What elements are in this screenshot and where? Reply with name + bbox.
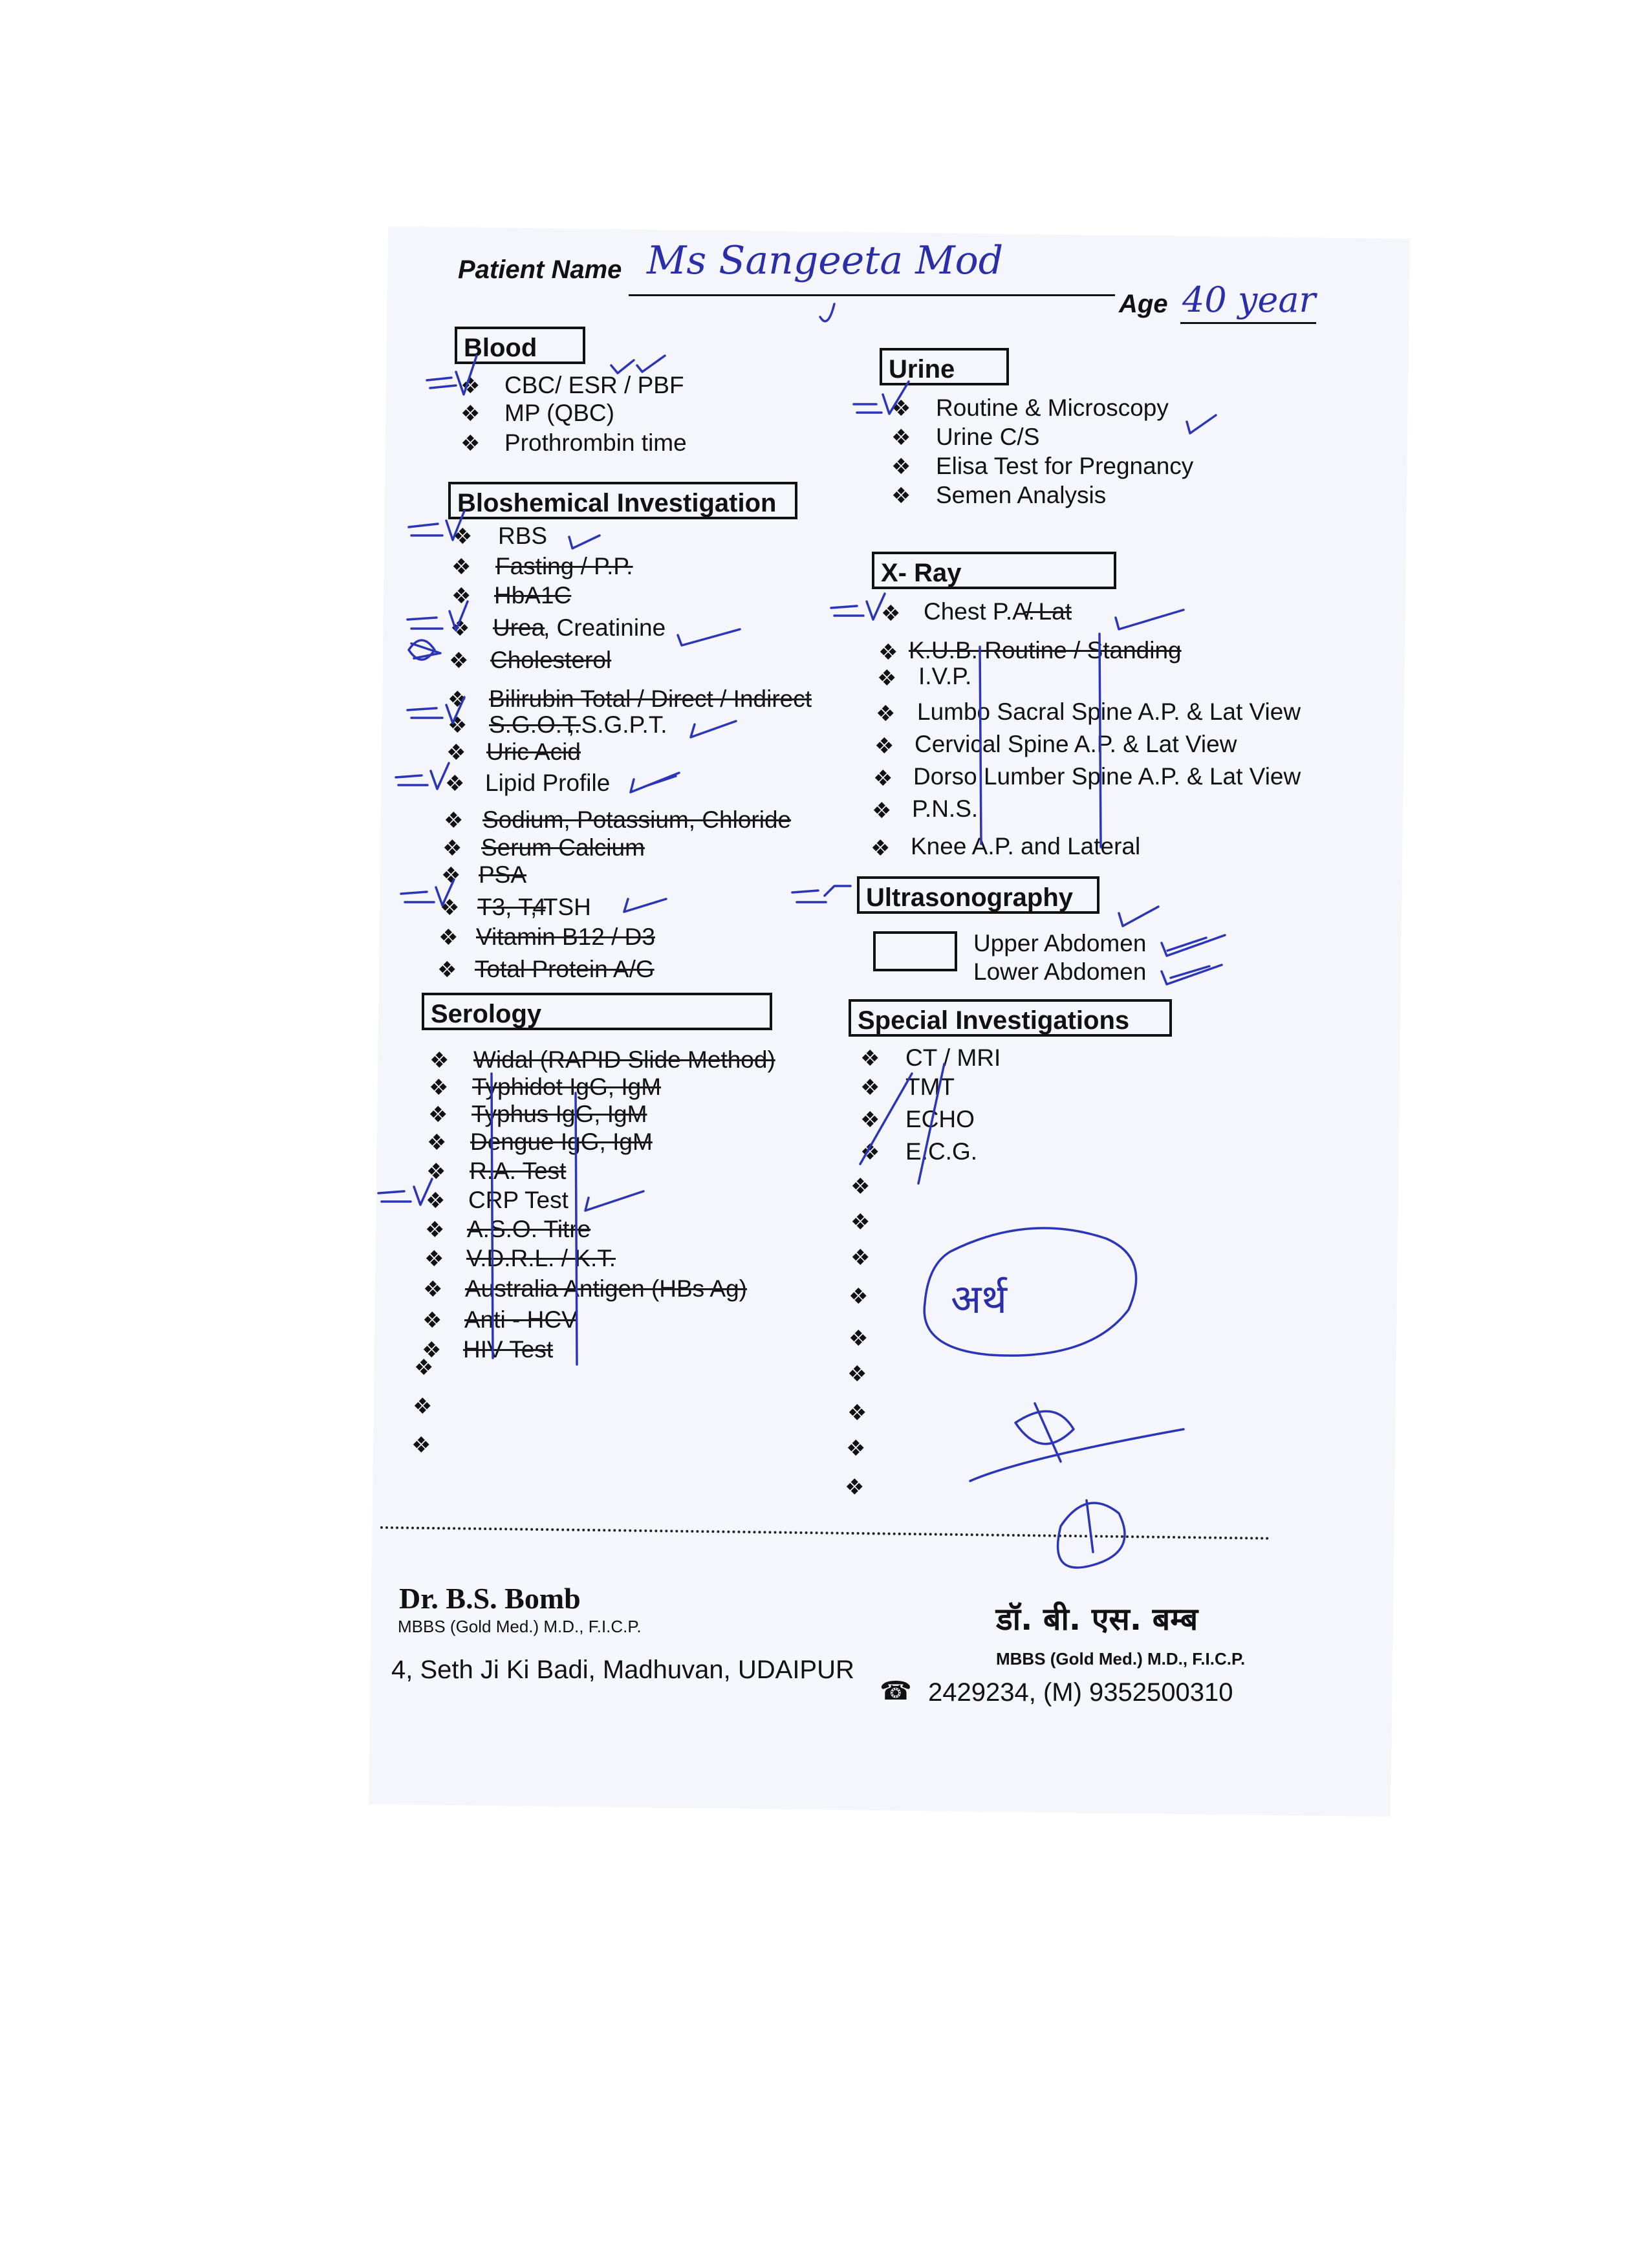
bullet-icon: ❖: [850, 1174, 871, 1199]
bullet-icon: ❖: [437, 958, 457, 982]
telephone-icon: ☎: [880, 1677, 912, 1705]
xray-item: Cervical Spine A.P. & Lat View: [915, 731, 1237, 757]
bullet-icon: ❖: [426, 1189, 446, 1213]
phone-numbers: 2429234, (M) 9352500310: [928, 1678, 1233, 1707]
bullet-icon: ❖: [442, 836, 462, 861]
doctor-degree-side: MBBS (Gold Med.) M.D., F.I.C.P.: [996, 1649, 1246, 1669]
serology-item: Anti - HCV: [464, 1306, 578, 1333]
bullet-icon: ❖: [860, 1046, 880, 1071]
age-value: 40 year: [1182, 279, 1316, 320]
bullet-icon: ❖: [424, 1247, 444, 1271]
bullet-icon: ❖: [849, 1284, 869, 1309]
age-line: [1180, 322, 1316, 324]
serology-item: Typhidot IgG, IgM: [472, 1074, 662, 1100]
serology-item: Typhus IgG, IgM: [471, 1101, 647, 1127]
bullet-icon: ❖: [422, 1338, 442, 1363]
urine-item: Semen Analysis: [936, 482, 1107, 508]
bullet-icon: ❖: [414, 1355, 434, 1380]
section-header-urine: Urine: [880, 348, 1009, 385]
special-item: ECHO: [905, 1106, 975, 1132]
biochemical-item: , TSH: [530, 894, 591, 920]
bullet-icon: ❖: [441, 863, 461, 888]
bullet-icon: ❖: [860, 1140, 880, 1165]
xray-item: K.U.B. Routine / Standing: [909, 637, 1182, 664]
patient-name-value: Ms Sangeeta Mod: [647, 238, 1004, 283]
bullet-icon: ❖: [453, 524, 473, 549]
bullet-icon: ❖: [448, 713, 468, 738]
serology-item: A.S.O. Titre: [467, 1216, 591, 1242]
xray-item: Knee A.P. and Lateral: [911, 833, 1141, 859]
bullet-icon: ❖: [849, 1326, 869, 1351]
age-label: Age: [1119, 290, 1168, 318]
blood-item: Prothrombin time: [504, 429, 687, 456]
special-item: CT / MRI: [905, 1044, 1001, 1071]
clinic-address: 4, Seth Ji Ki Badi, Madhuvan, UDAIPUR: [391, 1656, 854, 1684]
biochemical-item: T3, T4: [477, 894, 547, 920]
biochemical-item: , S.G.P.T.: [568, 711, 667, 738]
section-header-biochemical: Bloshemical Investigation: [448, 482, 797, 519]
serology-item: R.A. Test: [470, 1158, 567, 1184]
bullet-icon: ❖: [874, 734, 894, 759]
special-item: E.C.G.: [905, 1138, 978, 1165]
xray-item: I.V.P.: [918, 663, 972, 689]
bullet-icon: ❖: [872, 799, 892, 823]
bullet-icon: ❖: [891, 426, 911, 450]
biochemical-item: Serum Calcium: [481, 834, 645, 861]
xray-item: Chest P.A.: [924, 598, 1035, 625]
bullet-icon: ❖: [449, 649, 469, 673]
bullet-icon: ❖: [451, 584, 471, 609]
xray-item: / Lat: [1025, 598, 1072, 625]
bullet-icon: ❖: [423, 1277, 443, 1302]
bullet-icon: ❖: [422, 1308, 442, 1333]
bullet-icon: ❖: [847, 1362, 867, 1387]
xray-item: P.N.S.: [912, 795, 979, 822]
section-header-serology: Serology: [422, 993, 772, 1030]
patient-name-line: [629, 294, 1115, 296]
bullet-icon: ❖: [411, 1433, 431, 1458]
biochemical-item: S.G.O.T.: [489, 711, 581, 738]
bullet-icon: ❖: [446, 740, 466, 765]
xray-item: Lumbo Sacral Spine A.P. & Lat View: [917, 698, 1301, 725]
ultrasound-item-lower-abdomen: Lower Abdomen: [973, 958, 1147, 985]
bullet-icon: ❖: [439, 925, 459, 950]
bullet-icon: ❖: [860, 1108, 880, 1132]
biochemical-item: Urea: [493, 614, 545, 641]
bullet-icon: ❖: [891, 396, 911, 421]
handwritten-note: अर्थ: [951, 1275, 1007, 1323]
bullet-icon: ❖: [448, 687, 468, 712]
bullet-icon: ❖: [460, 431, 481, 456]
bullet-icon: ❖: [845, 1475, 865, 1500]
biochemical-item: Lipid Profile: [485, 770, 611, 796]
special-item: TMT: [905, 1074, 955, 1100]
bullet-icon: ❖: [877, 666, 897, 691]
bullet-icon: ❖: [460, 374, 481, 398]
section-header-special: Special Investigations: [849, 999, 1172, 1037]
section-header-ultrasonography: Ultrasonography: [857, 876, 1099, 914]
serology-item: HIV Test: [463, 1336, 554, 1363]
serology-item: Widal (RAPID Slide Method): [473, 1046, 775, 1073]
biochemical-item: RBS: [498, 523, 548, 549]
urine-item: Routine & Microscopy: [936, 394, 1169, 421]
bullet-icon: ❖: [878, 640, 898, 665]
bullet-icon: ❖: [847, 1401, 867, 1425]
bullet-icon: ❖: [429, 1075, 449, 1100]
biochemical-item: Total Protein A/G: [475, 956, 655, 982]
doctor-name-english: Dr. B.S. Bomb: [399, 1582, 581, 1615]
biochemical-item: Uric Acid: [486, 739, 581, 765]
biochemical-item: HbA1C: [494, 582, 572, 609]
biochemical-item: Cholesterol: [490, 647, 612, 673]
bullet-icon: ❖: [891, 455, 911, 479]
serology-item: Australia Antigen (HBs Ag): [465, 1275, 747, 1302]
section-header-xray: X- Ray: [872, 552, 1116, 589]
doctor-degree-english: MBBS (Gold Med.) M.D., F.I.C.P.: [398, 1617, 642, 1636]
serology-item: V.D.R.L. / K.T.: [466, 1245, 616, 1271]
urine-item: Elisa Test for Pregnancy: [936, 453, 1194, 479]
blood-item: MP (QBC): [504, 400, 614, 426]
biochemical-item: Bilirubin Total / Direct / Indirect: [489, 686, 812, 712]
bullet-icon: ❖: [873, 766, 893, 791]
section-header-blood: Blood: [455, 327, 585, 364]
bullet-icon: ❖: [451, 555, 471, 579]
bullet-icon: ❖: [425, 1218, 445, 1242]
bullet-icon: ❖: [850, 1210, 871, 1235]
bullet-icon: ❖: [444, 808, 464, 833]
biochemical-item: , Creatinine: [543, 614, 666, 641]
ultrasound-item-upper-abdomen: Upper Abdomen: [973, 930, 1147, 956]
bullet-icon: ❖: [429, 1048, 449, 1073]
biochemical-item: Vitamin B12 / D3: [476, 923, 655, 950]
xray-item: Dorso Lumber Spine A.P. & Lat View: [913, 763, 1301, 790]
bullet-icon: ❖: [413, 1394, 433, 1419]
doctor-name-hindi: डॉ. बी. एस. बम्ब: [996, 1601, 1198, 1637]
serology-item: Dengue IgG, IgM: [470, 1129, 653, 1155]
bullet-icon: ❖: [871, 836, 891, 861]
bullet-icon: ❖: [450, 616, 470, 641]
bullet-icon: ❖: [427, 1130, 447, 1155]
ultrasonography-box: [873, 931, 957, 971]
bullet-icon: ❖: [428, 1103, 448, 1127]
biochemical-item: Fasting / P.P.: [495, 553, 633, 579]
bullet-icon: ❖: [445, 772, 465, 796]
bullet-icon: ❖: [860, 1075, 880, 1100]
serology-item: CRP Test: [468, 1187, 568, 1213]
bullet-icon: ❖: [440, 896, 460, 920]
biochemical-item: Sodium, Potassium, Chloride: [482, 806, 792, 833]
bullet-icon: ❖: [460, 402, 481, 426]
bullet-icon: ❖: [891, 484, 911, 508]
patient-name-label: Patient Name: [458, 255, 622, 284]
biochemical-item: PSA: [479, 861, 527, 888]
blood-item: CBC/ ESR / PBF: [504, 372, 684, 398]
bullet-icon: ❖: [426, 1160, 446, 1184]
bullet-icon: ❖: [876, 702, 896, 726]
bullet-icon: ❖: [850, 1246, 871, 1270]
bullet-icon: ❖: [881, 601, 901, 626]
urine-item: Urine C/S: [936, 424, 1040, 450]
bullet-icon: ❖: [846, 1436, 866, 1461]
